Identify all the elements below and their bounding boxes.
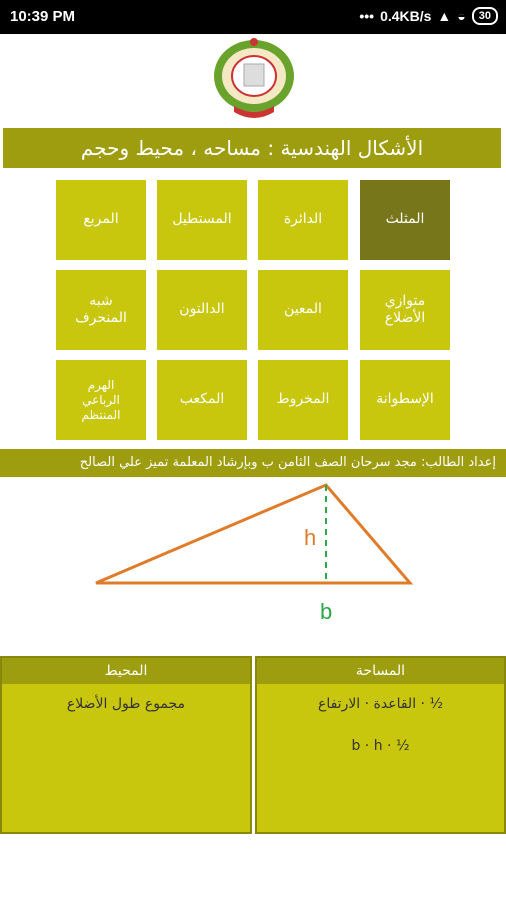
- tile-cylinder[interactable]: الإسطوانة: [360, 360, 450, 440]
- base-label: b: [320, 599, 333, 624]
- status-icons: [359, 7, 498, 25]
- tile-trapezoid[interactable]: شبه المنحرف: [56, 270, 146, 350]
- page-title: الأشكال الهندسية : مساحه ، محيط وحجم: [3, 128, 501, 168]
- network-speed: 0.4KB/s: [380, 8, 432, 24]
- height-label: h: [304, 525, 317, 550]
- perimeter-formula: مجموع طول الأضلاع: [66, 696, 186, 712]
- credits-bar: إعداد الطالب: مجد سرحان الصف الثامن ب وبإرشاد المعلمة تميز علي الصالح: [0, 449, 506, 477]
- dots-icon: •••: [359, 8, 375, 24]
- tile-kite[interactable]: الدالتون: [157, 270, 247, 350]
- school-logo: [208, 36, 300, 122]
- area-formula-symbols: ½ · b · h: [351, 738, 410, 754]
- tile-cube[interactable]: المكعب: [157, 360, 247, 440]
- status-bar: [0, 0, 506, 34]
- wifi-icon: ◒: [457, 8, 466, 24]
- tile-parallelogram[interactable]: متوازي الأضلاع: [360, 270, 450, 350]
- tile-triangle[interactable]: المثلث: [360, 180, 450, 260]
- area-formula-words: ½ · القاعدة · الارتفاع: [317, 696, 444, 712]
- tile-square[interactable]: المربع: [56, 180, 146, 260]
- area-panel: [255, 656, 506, 834]
- tile-rhombus[interactable]: المعين: [258, 270, 348, 350]
- tile-pyramid[interactable]: الهرم الرباعي المنتظم: [56, 360, 146, 440]
- perimeter-header: المحيط: [2, 658, 250, 684]
- battery-icon: 30: [472, 7, 498, 25]
- tile-cone[interactable]: المخروط: [258, 360, 348, 440]
- tile-circle[interactable]: الدائرة: [258, 180, 348, 260]
- tile-rectangle[interactable]: المستطيل: [157, 180, 247, 260]
- perimeter-panel: [0, 656, 252, 834]
- signal-icon: ▲: [437, 8, 452, 24]
- triangle-shape: [96, 485, 410, 583]
- area-header: المساحة: [257, 658, 504, 684]
- status-time: 10:39 PM: [10, 8, 76, 25]
- triangle-diagram: [0, 477, 506, 647]
